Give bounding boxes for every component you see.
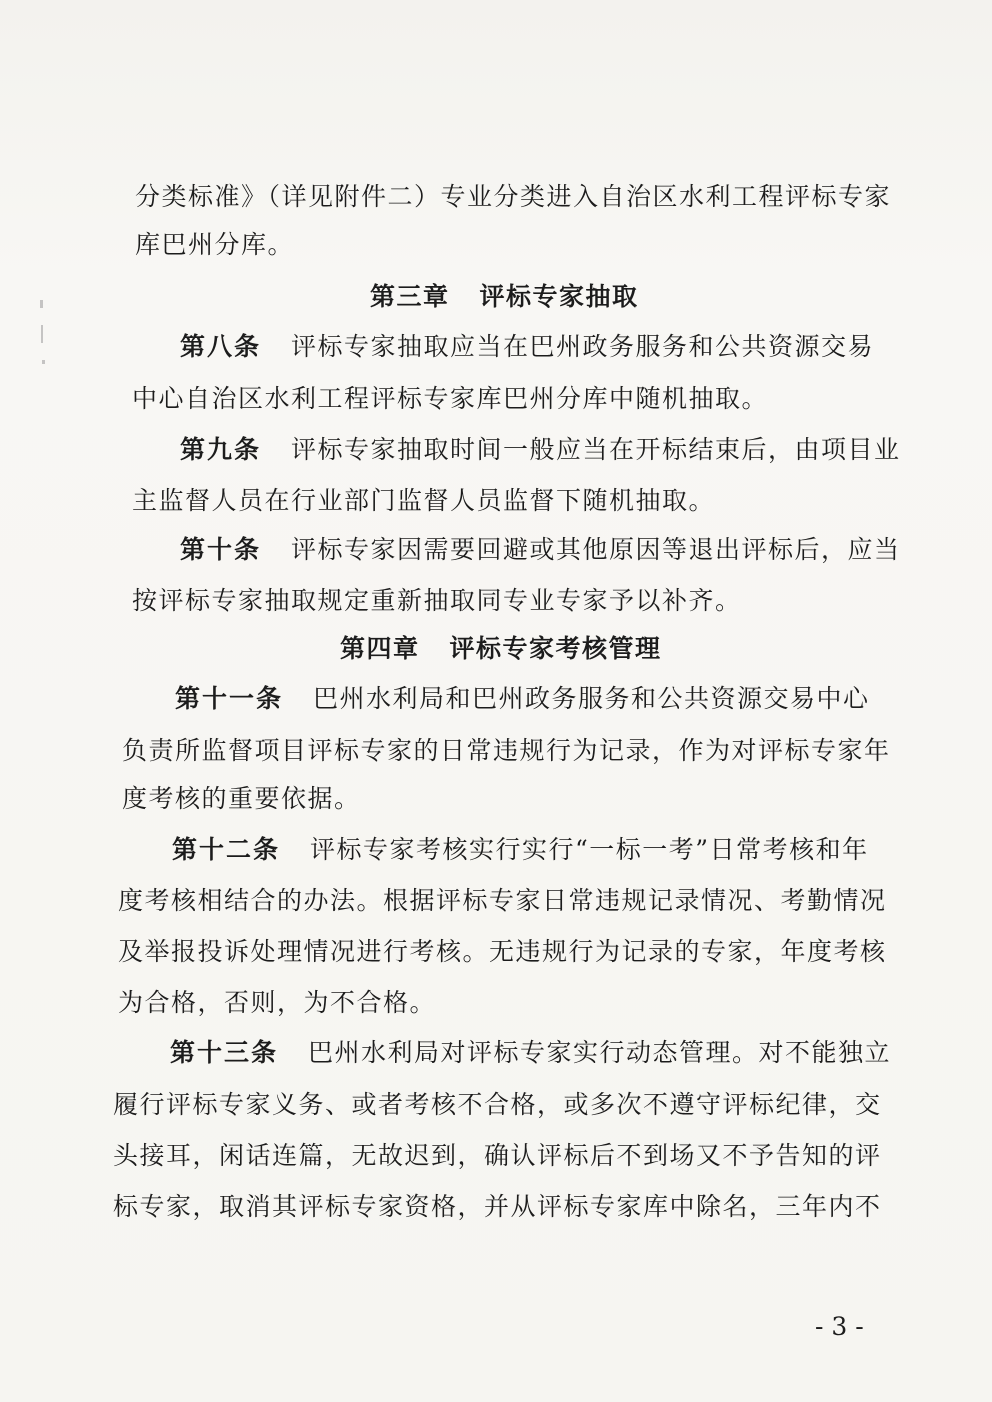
binding-mark	[42, 360, 45, 364]
article-number: 第八条	[180, 332, 262, 361]
body-line: 度考核相结合的办法。根据评标专家日常违规记录情况、考勤情况	[118, 886, 887, 915]
body-line: 度考核的重要依据。	[122, 784, 361, 813]
body-line: 库巴州分库。	[135, 230, 295, 259]
article-number: 第九条	[180, 435, 262, 464]
binding-mark	[40, 300, 43, 308]
body-line: 主监督人员在行业部门监督人员监督下随机抽取。	[132, 486, 716, 515]
body-line: 标专家，取消其评标专家资格，并从评标专家库中除名，三年内不	[113, 1192, 882, 1221]
article-line: 第八条 评标专家抽取应当在巴州政务服务和公共资源交易	[180, 332, 875, 361]
body-line: 履行评标专家义务、或者考核不合格，或多次不遵守评标纪律，交	[113, 1090, 882, 1119]
chapter-heading: 第四章 评标专家考核管理	[340, 634, 662, 663]
body-line: 头接耳，闲话连篇，无故迟到，确认评标后不到场又不予告知的评	[113, 1141, 882, 1170]
body-line: 按评标专家抽取规定重新抽取同专业专家予以补齐。	[132, 586, 742, 615]
article-line: 第十三条 巴州水利局对评标专家实行动态管理。对不能独立	[170, 1038, 892, 1067]
article-number: 第十条	[180, 535, 262, 564]
article-line: 第十条 评标专家因需要回避或其他原因等退出评标后，应当	[180, 535, 901, 564]
article-line: 第九条 评标专家抽取时间一般应当在开标结束后，由项目业	[180, 435, 901, 464]
article-number: 第十一条	[175, 684, 284, 713]
article-line: 第十二条 评标专家考核实行实行“一标一考”日常考核和年	[172, 835, 869, 864]
article-number: 第十二条	[172, 835, 281, 864]
binding-mark	[41, 325, 43, 343]
body-line: 及举报投诉处理情况进行考核。无违规行为记录的专家，年度考核	[118, 937, 887, 966]
body-line: 负责所监督项目评标专家的日常违规行为记录，作为对评标专家年	[122, 736, 891, 765]
body-line: 分类标准》（详见附件二）专业分类进入自治区水利工程评标专家	[135, 182, 892, 211]
body-line: 中心自治区水利工程评标专家库巴州分库中随机抽取。	[132, 384, 769, 413]
chapter-heading: 第三章 评标专家抽取	[370, 282, 639, 311]
page-number: - 3 -	[815, 1312, 864, 1341]
body-line: 为合格，否则，为不合格。	[118, 988, 437, 1017]
article-number: 第十三条	[170, 1038, 279, 1067]
article-line: 第十一条 巴州水利局和巴州政务服务和公共资源交易中心	[175, 684, 870, 713]
